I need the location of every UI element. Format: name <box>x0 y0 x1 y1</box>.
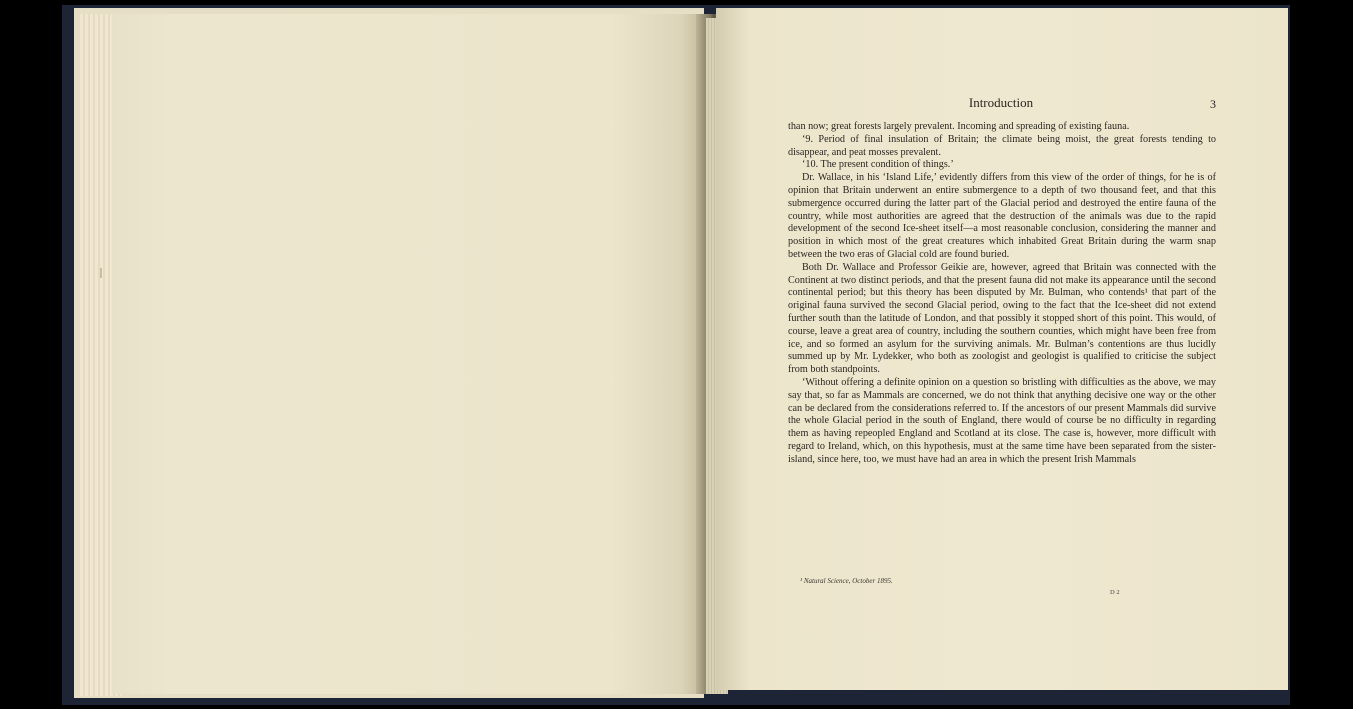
paragraph: ‘10. The present condition of things.’ <box>802 159 954 171</box>
page-number: 3 <box>1210 97 1216 111</box>
paragraph: ‘9. Period of final insulation of Britain; the climate being moist, the great forests tending to disappear, and peat mosses prevalent. <box>788 133 1216 158</box>
footnote: ¹ Natural Science, October 1895. <box>800 577 893 585</box>
paragraph: ‘Without offering a definite opinion on a question so bristling with difficulties as the above, we may say that, so far as Mammals are concerned, we do not think that anything decisive one way or the other can be declared from the considerations referred to. If the ancestors of our present Mammals did survive the whole Glacial period in the south of England, there would of course be no difficulty in regarding them as having repeopled England and Scotland at its close. The case is, however, more difficult with regard to Ireland, which, on this hypothesis, must at the same time have been separated from the sister-island, since here, too, we must have had an area in which the present Irish Mammals <box>788 376 1216 465</box>
running-head-title: Introduction <box>968 95 1034 110</box>
body-text <box>788 121 1216 467</box>
paragraph: Both Dr. Wallace and Professor Geikie are, however, agreed that Britain was connected with the Continent at two distinct periods, and that the present fauna did not make its appearance until the second continental period; but this theory has been disputed by Mr. Bulman, who contends¹ that part of the original fauna survived the second Glacial period, owing to the fact that the Ice-sheet did not extend further south than the latitude of London, and that possibly it stopped short of this point. This would, of course, leave a great area of country, including the southern counties, which might have been free from ice, and so formed an asylum for the surviving animals. Mr. Bulman’s contentions are thus lucidly summed up by Mr. Lydekker, who both as zoologist and geologist is qualified to criticise the subject from both standpoints. <box>788 261 1216 376</box>
running-header <box>786 95 1216 115</box>
blank-left-page <box>112 14 698 694</box>
page-mark <box>100 268 102 278</box>
paragraph: Dr. Wallace, in his ‘Island Life,’ evidently differs from this view of the order of things, for he is of opinion that Britain underwent an entire submergence to a depth of two thousand feet, and that this submergence occurred during the latter part of the Glacial period and destroyed the entire fauna of the country, while most authorities are agreed that the destruction of the animals was due to the rapid development of the second Ice-sheet itself—a most reasonable conclusion, considering the manner and position in which most of the great creatures which inhabited Great Britain during the warm snap between the two eras of Glacial cold are found buried. <box>788 172 1216 260</box>
paragraph: than now; great forests largely prevalent. Incoming and spreading of existing fauna. <box>788 121 1130 132</box>
signature-mark: D 2 <box>1110 589 1120 596</box>
